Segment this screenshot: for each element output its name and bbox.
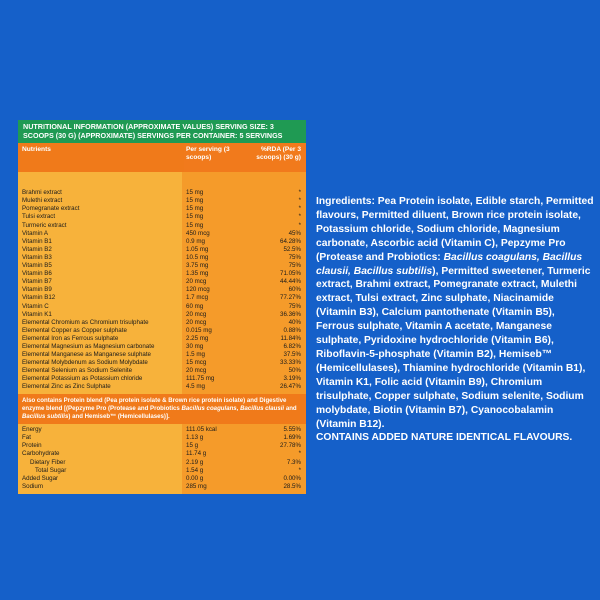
nutrient-amount: 111.05 kcal: [186, 426, 217, 434]
nutrient-amount: 15 mg: [186, 197, 204, 205]
nutrient-amount: 30 mg: [186, 342, 204, 350]
table-row: [18, 262, 306, 270]
nutrient-name: Vitamin B2: [22, 245, 52, 253]
table-row: [18, 222, 306, 230]
nutrient-amount: 1.05 mg: [186, 245, 209, 253]
table-row: [18, 189, 306, 197]
nutrient-rda: *: [298, 450, 301, 458]
nutrient-amount: 15 mg: [186, 221, 204, 229]
nutrient-name: Elemental Iron as Ferrous sulphate: [22, 334, 119, 342]
table-row: [18, 311, 306, 319]
nutrient-rda: 75%: [288, 302, 301, 310]
nutrient-name: Carbohydrate: [22, 450, 60, 458]
blend-italic-subtilis: Bacillus subtilis: [22, 412, 69, 420]
nutrient-name: Turmeric extract: [22, 221, 67, 229]
table-row: [18, 205, 306, 213]
nutrient-amount: 20 mcg: [186, 278, 207, 286]
table-row: [18, 343, 306, 351]
nutrition-table-header: [18, 143, 306, 172]
table-row: [18, 367, 306, 375]
nutrient-amount: 111.75 mg: [186, 375, 215, 383]
nutrient-rda: 3.19%: [283, 375, 301, 383]
nutrient-name: Elemental Molybdenum as Sodium Molybdate: [22, 359, 148, 367]
column-header-rda: %RDA (Per 3 scoops) (30 g): [248, 143, 306, 172]
table-row: [18, 197, 306, 205]
nutrient-name: Dietary Fiber: [30, 458, 66, 466]
nutrient-rda: 37.5%: [283, 351, 301, 359]
table-row: [18, 254, 306, 262]
nutrient-name: Sodium: [22, 482, 43, 490]
macro-rows: [18, 424, 306, 494]
nutrient-name: Vitamin K1: [22, 310, 52, 318]
nutrient-rda: 45%: [288, 229, 301, 237]
nutrition-panel: [18, 120, 306, 494]
nutrient-rda: *: [298, 466, 301, 474]
nutrient-name: Added Sugar: [22, 474, 59, 482]
table-row: [18, 475, 306, 483]
nutrient-rda: 36.36%: [280, 310, 301, 318]
nutrient-amount: 15 mg: [186, 189, 204, 197]
nutrient-name: Total Sugar: [35, 466, 67, 474]
nutrient-name: Fat: [22, 434, 31, 442]
nutrient-name: Pomegranate extract: [22, 205, 80, 213]
nutrient-name: Tulsi extract: [22, 213, 56, 221]
nutrient-rda: 75%: [288, 253, 301, 261]
nutrient-rda: 44.44%: [280, 278, 301, 286]
nutrition-panel-title: NUTRITIONAL INFORMATION (APPROXIMATE VALUES) SERVING SIZE: 3 SCOOPS (30 G) (APPROXIMATE) SERVINGS PER CONTAINER: 5 SERVINGS: [18, 120, 306, 143]
table-row: [18, 426, 306, 434]
nutrient-rda: 1.69%: [283, 434, 301, 442]
ingredients-probiotics: Bacillus coagulans, Bacillus clausii, Bacillus subtilis: [316, 251, 583, 277]
nutrient-amount: 1.7 mcg: [186, 294, 209, 302]
nutrient-name: Brahmi extract: [22, 189, 62, 197]
nutrient-amount: 0.9 mg: [186, 237, 205, 245]
blend-text-and: and: [284, 404, 297, 412]
nutrient-rows: [18, 172, 306, 393]
table-row: [18, 359, 306, 367]
nutrient-rda: 0.00%: [283, 474, 301, 482]
table-row: [18, 319, 306, 327]
nutrient-amount: 285 mg: [186, 482, 207, 490]
nutrient-rda: 26.47%: [280, 383, 301, 391]
ingredients-list-part1: Pea Protein isolate, Edible starch, Permitted flavours, Permitted diluent, Brown rice protein isolate, Potassium chloride, Sodium chloride, Magnesium carbonate, Ascorbic acid (Vitamin C), Pepzyme Pro (Protease and Probiotics:: [316, 196, 594, 263]
nutrient-rda: *: [298, 197, 301, 205]
nutrient-name: Energy: [22, 426, 42, 434]
table-row: [18, 294, 306, 302]
ingredients-text: [316, 195, 594, 445]
ingredients-footer: CONTAINS ADDED NATURE IDENTICAL FLAVOURS.: [316, 432, 573, 444]
blend-text: Also contains Protein blend (Pea protein isolate & Brown rice protein isolate) and Digestive enzyme blend [(Pepzyme Pro (Protease and Probiotics: [22, 396, 287, 412]
nutrient-amount: 20 mcg: [186, 318, 207, 326]
nutrient-rda: 50%: [288, 367, 301, 375]
nutrient-amount: 1.35 mg: [186, 270, 209, 278]
nutrient-name: Elemental Manganese as Manganese sulphate: [22, 351, 151, 359]
nutrient-name: Mulethi extract: [22, 197, 63, 205]
nutrient-amount: 10.5 mg: [186, 253, 209, 261]
nutrient-name: Elemental Chromium as Chromium trisulphate: [22, 318, 149, 326]
nutrient-rda: 33.33%: [280, 359, 301, 367]
nutrient-rda: 40%: [288, 318, 301, 326]
nutrient-amount: 15 mg: [186, 213, 204, 221]
nutrient-amount: 60 mg: [186, 302, 204, 310]
table-row: [18, 230, 306, 238]
nutrient-amount: 0.015 mg: [186, 326, 212, 334]
nutrient-rda: *: [298, 213, 301, 221]
nutrient-amount: 2.19 g: [186, 458, 204, 466]
table-row: [18, 270, 306, 278]
nutrient-name: Vitamin B6: [22, 270, 52, 278]
table-row: [18, 335, 306, 343]
protein-blend-note: [18, 394, 306, 425]
table-row: [18, 278, 306, 286]
nutrient-amount: 15 g: [186, 442, 199, 450]
table-row: [18, 213, 306, 221]
nutrient-amount: 15 mg: [186, 205, 204, 213]
nutrient-amount: 11.74 g: [186, 450, 207, 458]
nutrient-rda: *: [298, 205, 301, 213]
nutrient-rda: 7.3%: [286, 458, 301, 466]
nutrient-rda: *: [298, 221, 301, 229]
nutrient-amount: 120 mcg: [186, 286, 210, 294]
nutrient-rda: 0.88%: [283, 326, 301, 334]
nutrient-rda: 27.78%: [280, 442, 301, 450]
table-row: [18, 238, 306, 246]
nutrient-amount: 450 mcg: [186, 229, 210, 237]
nutrient-rda: 28.5%: [283, 482, 301, 490]
blend-text-end: ) and Hemiseb™ (Hemicellulases)].: [68, 412, 170, 420]
ingredients-label: Ingredients:: [316, 196, 375, 207]
nutrient-amount: 1.13 g: [186, 434, 204, 442]
table-row: [18, 383, 306, 391]
nutrient-name: Vitamin A: [22, 229, 49, 237]
nutrient-name: Elemental Zinc as Zinc Sulphate: [22, 383, 111, 391]
nutrient-rda: 75%: [288, 262, 301, 270]
nutrient-amount: 0.00 g: [186, 474, 204, 482]
nutrient-name: Elemental Magnesium as Magnesium carbonate: [22, 342, 155, 350]
table-row: [18, 327, 306, 335]
table-row: [18, 450, 306, 458]
column-header-nutrients: Nutrients: [22, 146, 51, 154]
nutrient-rda: 5.55%: [283, 426, 301, 434]
nutrient-name: Vitamin C: [22, 302, 49, 310]
nutrient-name: Elemental Selenium as Sodium Selenite: [22, 367, 133, 375]
ingredients-list-part2: ), Permitted sweetener, Turmeric extract, Brahmi extract, Pomegranate extract, Mulethi extract, Tulsi extract, Zinc sulphate, Niacinamide (Vitamin B3), Calcium pantothenate (Vitamin B5), Ferrous sulphate, Vitamin A acetate, Manganese sulphate, Pyridoxine hydrochloride (Vitamin B6), Riboflavin-5-phosphate (Vitamin B2), Hemiseb™ (Hemicellulases), Thiamine hydrochloride (Vitamin B1), Vitamin K1, Folic acid (Vitamin B9), Chromium trisulphate, Copper sulphate, Sodium selenite, Sodium molybdate, Biotin (Vitamin B7), Cyanocobalamin (Vitamin B12).: [316, 265, 591, 430]
nutrient-name: Vitamin B1: [22, 237, 52, 245]
nutrient-name: Elemental Potassium as Potassium chloride: [22, 375, 143, 383]
table-row: [18, 246, 306, 254]
nutrient-rda: 60%: [288, 286, 301, 294]
nutrient-name: Vitamin B7: [22, 278, 52, 286]
nutrient-name: Elemental Copper as Copper sulphate: [22, 326, 127, 334]
nutrient-name: Vitamin B12: [22, 294, 56, 302]
table-row: [18, 303, 306, 311]
nutrient-name: Protein: [22, 442, 42, 450]
nutrient-amount: 4.5 mg: [186, 383, 205, 391]
nutrient-amount: 1.5 mg: [186, 351, 205, 359]
table-row: [18, 442, 306, 450]
nutrient-rda: 52.5%: [283, 245, 301, 253]
nutrient-rda: 71.05%: [280, 270, 301, 278]
nutrient-amount: 15 mcg: [186, 359, 207, 367]
nutrient-rda: 6.82%: [283, 342, 301, 350]
nutrient-rda: 11.84%: [280, 334, 301, 342]
table-row: [18, 459, 306, 467]
table-row: [18, 434, 306, 442]
blend-italic-species: Bacillus coagulans, Bacillus clausii: [181, 404, 285, 412]
table-row: [18, 467, 306, 475]
nutrient-amount: 3.75 mg: [186, 262, 209, 270]
nutrient-rda: *: [298, 189, 301, 197]
table-row: [18, 351, 306, 359]
nutrient-name: Vitamin B5: [22, 262, 52, 270]
nutrient-amount: 2.25 mg: [186, 334, 209, 342]
table-row: [18, 375, 306, 383]
nutrient-name: Vitamin B3: [22, 253, 52, 261]
nutrient-amount: 20 mcg: [186, 310, 207, 318]
table-row: [18, 483, 306, 491]
column-header-per-serving: Per serving (3 scoops): [184, 143, 248, 172]
nutrient-rda: 77.27%: [280, 294, 301, 302]
table-row: [18, 286, 306, 294]
nutrient-amount: 20 mcg: [186, 367, 207, 375]
nutrient-name: Vitamin B9: [22, 286, 52, 294]
nutrient-rda: 64.28%: [280, 237, 301, 245]
nutrient-amount: 1.54 g: [186, 466, 204, 474]
